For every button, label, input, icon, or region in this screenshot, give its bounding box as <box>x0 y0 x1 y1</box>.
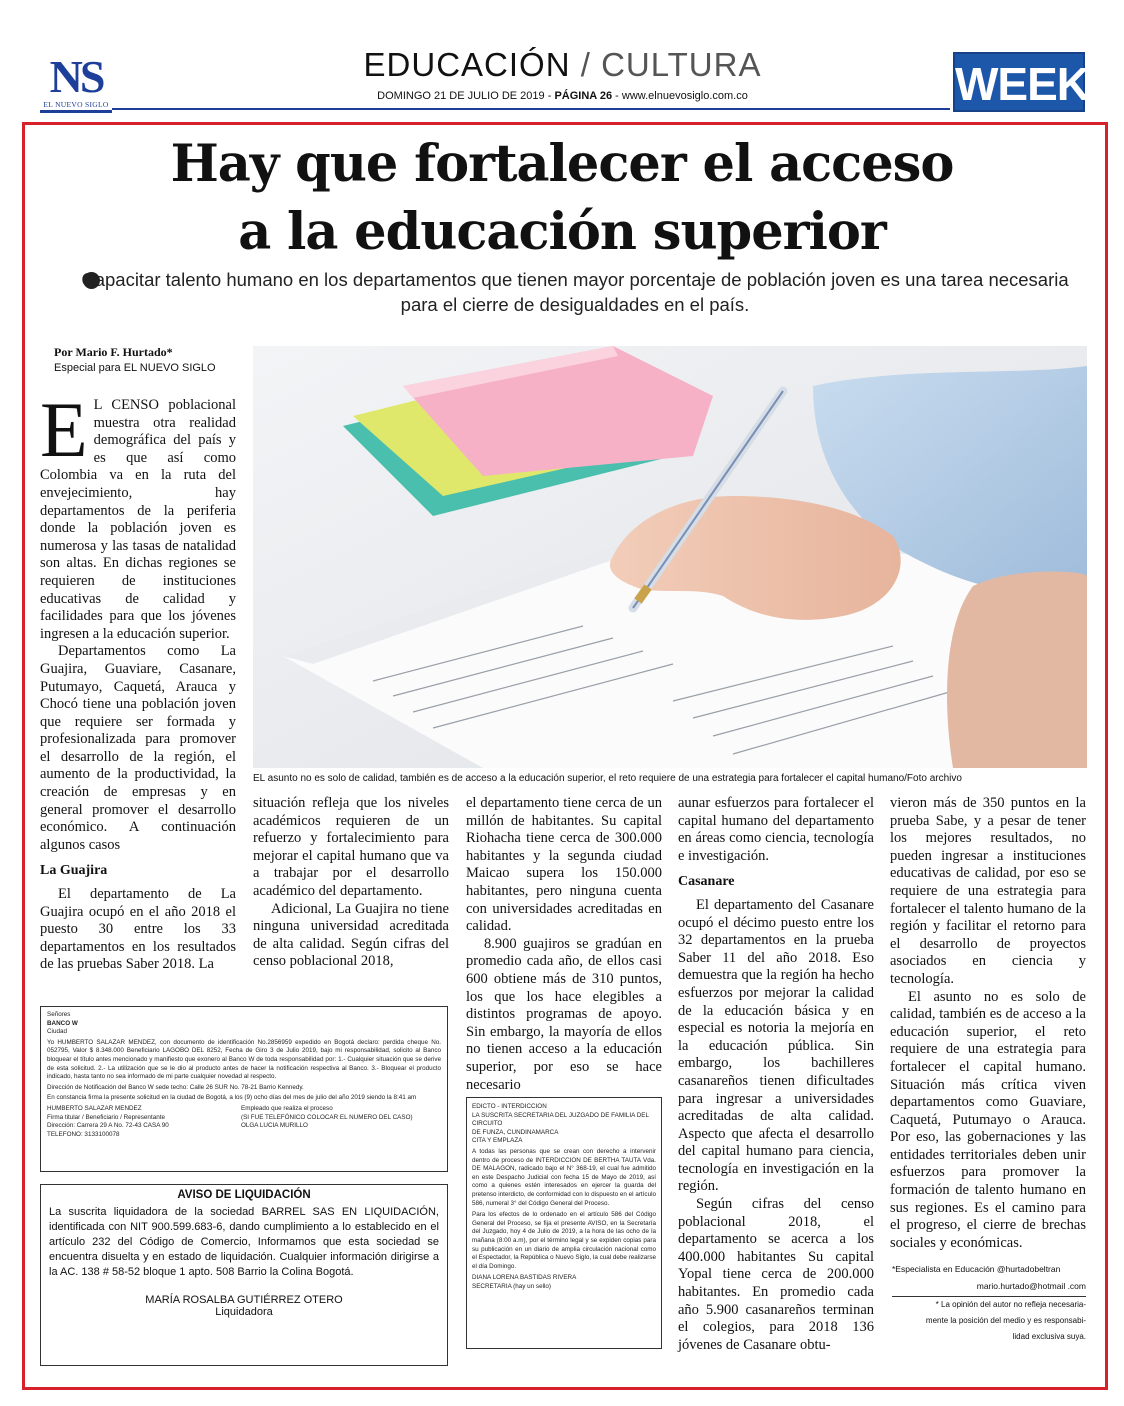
section-main: EDUCACIÓN <box>363 46 571 83</box>
legal-role: (SI FUE TELEFÓNICO COLOCAR EL NUMERO DEL CASO) <box>241 1113 413 1121</box>
subhead: Capacitar talento humano en los departamentos que tienen mayor porcentaje de población joven es una tarea necesaria para el cierre de desigualdades en el país. <box>81 269 1069 315</box>
article-column-1 <box>40 386 236 974</box>
author-email: mario.hurtado@hotmail .com <box>976 1281 1086 1291</box>
legal-line: DE FUNZA, CUNDINAMARCA <box>472 1128 559 1136</box>
disclaimer-line: * La opinión del autor no refleja necesaria- <box>935 1300 1086 1309</box>
dropcap: E <box>40 386 88 473</box>
page-number: PÁGINA 26 <box>554 90 613 102</box>
paragraph: el departamento tiene cerca de un millón de habitantes. Su capital Riohacha tiene cerca de 300.000 habitantes y la segunda ciudad Maicao supera los 150.000 habitantes, pero ninguna cuenta con universidades acreditadas en calidad. <box>466 795 662 935</box>
paragraph: Según cifras del censo poblacional 2018, el departamento se acerca a los 400.000 habitantes Su capital Yopal tiene cerca de 200.000 habitantes. En promedio cada año 5.900 casanareños terminan el colegios, para 2018 136 jóvenes de Casanare obtu- <box>678 1196 874 1353</box>
paragraph: vieron más de 350 puntos en la prueba Sabe, y a pesar de tener los mejores resultados, no pueden ingresar a instituciones educativas de calidad, por eso se requiere de una estrategia para fortalecer el talento humano de la región y facilitar el retorno para el desarrollo de proyectos asociados en ciencia y tecnología. <box>890 795 1086 987</box>
legal-body: Yo HUMBERTO SALAZAR MENDEZ, con documento de identificación No.2856959 expedido en Bogotá declaro: perdida cheque No. 052795, Valor $ 8.348.000 Beneficiario LAGOBO DEL 8252, Fecha de Giro 3 de Julio 2019, bajo mi responsabilidad, solicito al Banco bloquear el título antes mencionado y manifiesto que exonero al Banco W de toda responsabilidad por: 1.- Cualquier situación que se derive de esta solicitud. 2.- La utilización que se le dio al producto antes de hacer la notificación respectiva al Banco. 3.- Bloquear el producto indicado, hasta tanto no sea informado de mi parte cualquier novedad al respecto. <box>47 1038 441 1081</box>
date-suffix: - www.elnuevosiglo.com.co <box>612 90 748 102</box>
legal-body: La suscrita liquidadora de la sociedad BARREL SAS EN LIQUIDACIÓN, identificada con NIT 900.599.683-6, dando cumplimiento a lo establecido en el artículo 232 del Código de Comercio, Informamos que esta sociedad se encuentra disuelta y en estado de liquidación. Cualquier información dirigirse a la AC. 138 # 58-52 bloque 1 apto. 508 Barrio la Colina Bogotá. <box>49 1206 439 1278</box>
paragraph: situación refleja que los niveles académicos requieren de un refuerzo y fortalecimiento para mejorar el capital humano que va a trabajar por el desarrollo académico del departamento. <box>253 795 449 899</box>
legal-address: Dirección de Notificación del Banco W sede techo: Calle 26 SUR No. 78-21 Barrio Kennedy. <box>47 1083 304 1091</box>
headline <box>50 130 1074 266</box>
paragraph: El departamento del Casanare ocupó el décimo puesto entre los 32 departamentos en la prueba Saber 11 del año 2018. Eso demuestra que la región ha hecho esfuerzos por mejorar la calidad de la educación básica y en especial es notoria la mejoría en la educación pública. Sin embargo, los bachilleres casanareños tienen dificultades para ingresar a universidades acreditadas de alta calidad. Aspecto que afecta el desarrollo del capital humano para ciencia, tecnología en investigación en la región. <box>678 896 874 1195</box>
section-sep: / <box>570 46 602 83</box>
article-photo <box>253 346 1087 768</box>
author-credential: *Especialista en Educación @hurtadobeltran <box>892 1264 1061 1274</box>
legal-notice-liquidation <box>40 1184 448 1366</box>
subheading-guajira: La Guajira <box>40 863 108 879</box>
photo-caption: EL asunto no es solo de calidad, también es de acceso a la educación superior, el reto requiere de una estrategia para fortalecer el capital humano/Foto archivo <box>253 773 962 784</box>
legal-title: AVISO DE LIQUIDACIÓN <box>177 1189 311 1201</box>
paragraph: 8.900 guajiros se gradúan en promedio cada año, de ellos casi 600 obtiene más de 310 puntos, los que los hace elegibles a distintos programas de apoyo. Sin embargo, la mayoría de ellos no tienen acceso a la educación superior, por eso se hace necesario <box>466 935 662 1093</box>
logo-subtitle: EL NUEVO SIGLO <box>43 100 109 109</box>
legal-role: Firma titular / Beneficiario / Representante <box>47 1113 165 1121</box>
legal-line: LA SUSCRITA SECRETARIA DEL JUZGADO DE FAMILIA DEL CIRCUITO <box>472 1111 649 1128</box>
legal-dir: Dirección: Carrera 29 A No. 72-43 CASA 90 <box>47 1122 169 1130</box>
byline-role: Especial para EL NUEVO SIGLO <box>54 362 216 374</box>
article-column-3 <box>466 795 662 1094</box>
subheading-casanare: Casanare <box>678 874 735 890</box>
legal-line: Ciudad <box>47 1028 67 1036</box>
byline: Por Mario F. Hurtado* <box>54 345 173 359</box>
dateline <box>200 90 925 102</box>
paragraph: Departamentos como La Guajira, Guaviare, Casanare, Putumayo, Caquetá, Arauca y Chocó tiene una población joven que requiere ser formada y profesionalizada para promover el desarrollo de la región, el aumento de la productividad, la creación de empresas y en general promover el desarrollo económico. A continuación algunos casos <box>40 643 236 853</box>
legal-signer: MARÍA ROSALBA GUTIÉRREZ OTERO <box>145 1294 343 1306</box>
ns-logo <box>40 51 112 113</box>
headline-line-1: Hay que fortalecer el acceso <box>170 134 954 194</box>
paragraph: Adicional, La Guajira no tiene ninguna universidad acreditada de alta calidad. Según cifras del censo poblacional 2018, <box>253 900 449 970</box>
legal-signer-role: Liquidadora <box>215 1306 273 1318</box>
disclaimer <box>892 1296 1086 1345</box>
legal-line: CITA Y EMPLAZA <box>472 1137 523 1145</box>
header-rule <box>112 108 950 110</box>
disclaimer-line: lidad exclusiva suya. <box>1012 1332 1086 1341</box>
legal-name: HUMBERTO SALAZAR MENDEZ <box>47 1104 142 1112</box>
article-column-4 <box>678 795 874 1354</box>
section-title <box>200 46 925 84</box>
writing-hand-photo-icon <box>253 346 1087 768</box>
legal-name: Empleado que realiza el proceso <box>241 1104 333 1112</box>
article-column-5 <box>890 795 1086 1252</box>
section-sub: CULTURA <box>601 46 762 83</box>
legal-line: Señores <box>47 1011 71 1018</box>
legal-closing: En constancia firma la presente solicitud en la ciudad de Bogotá, a los (9) ocho días del mes de julio del año 2019 siendo la 8:41 am <box>47 1094 417 1102</box>
legal-signer: DIANA LORENA BASTIDAS RIVERA <box>472 1274 577 1282</box>
legal-dir: OLGA LUCIA MURILLO <box>241 1122 308 1130</box>
legal-line: EDICTO - INTERDICCION <box>472 1103 547 1110</box>
legal-notice-edict <box>466 1097 662 1349</box>
legal-line: BANCO W <box>47 1019 78 1027</box>
legal-tel: TELEFONO: 3133100078 <box>47 1130 120 1138</box>
legal-signer-role: SECRETARIA (hay un sello) <box>472 1282 551 1290</box>
paragraph: aunar esfuerzos para fortalecer el capital humano del departamento en áreas como ciencia, tecnología e investigación. <box>678 795 874 864</box>
author-note <box>892 1261 1086 1295</box>
legal-body: Para los efectos de lo ordenado en el artículo 586 del Código General del Proceso, se fija el presente AVISO, en la Secretaría del Juzgado, hoy 4 de Julio de 2019, a la hora de las ocho de la mañana (8:00 a.m), por el término legal y se expiden copias para su publicación en un diario de amplia circulación nacional como el Espectador, la República o Nuevo Siglo, la cual debe realizarse el día Domingo. <box>472 1211 656 1270</box>
logo-letters: NS <box>49 51 103 102</box>
legal-notice-bank <box>40 1006 448 1172</box>
date-prefix: DOMINGO 21 DE JULIO DE 2019 - <box>377 90 555 102</box>
week-badge: WEEK <box>953 52 1085 112</box>
disclaimer-line: mente la posición del medio y es responsabi- <box>925 1316 1086 1325</box>
paragraph: El departamento de La Guajira ocupó en el año 2018 el puesto 30 entre los 33 departamentos en los resultados de las pruebas Saber 2018. La <box>40 886 236 973</box>
paragraph: L CENSO poblacional muestra otra realidad demográfica del país y es que así como Colombia va en la ruta del envejecimiento, hay departamentos de la periferia donde la población joven es numerosa y las tasas de natalidad son altas. En dichas regiones se requieren de instituciones educativas de calidad y facilidades para que los jóvenes ingresen a la educación superior. <box>40 397 236 642</box>
paragraph: El asunto no es solo de calidad, también es de acceso a la educación superior, el reto requiere de una estrategia para fortalecer el capital humano. Situación más crítica viven departamentos como Guaviare, Caquetá, Putumayo o Arauca. Por eso, las gobernaciones y las entidades territoriales deben unir esfuerzos para promover la formación de talento humano en sus regiones. Es el camino para el progreso, el cierre de brechas sociales y económicas. <box>890 988 1086 1251</box>
legal-body: A todas las personas que se crean con derecho a intervenir dentro de proceso de INTERDICCION DE BERTHA TAUTA Vda. DE MALAGON, radicado bajo el N° 368-19, el cual fue admitido en este Despacho Judicial con fecha 15 de Mayo de 2019, así como a quienes estén interesados en ejercer la guarda del pretenso interdicto, de conformidad con lo dispuesto en el artículo 586, numeral 3° del Código General del Proceso. <box>472 1147 656 1207</box>
headline-line-2: a la educación superior <box>238 202 886 262</box>
article-column-2 <box>253 795 449 971</box>
